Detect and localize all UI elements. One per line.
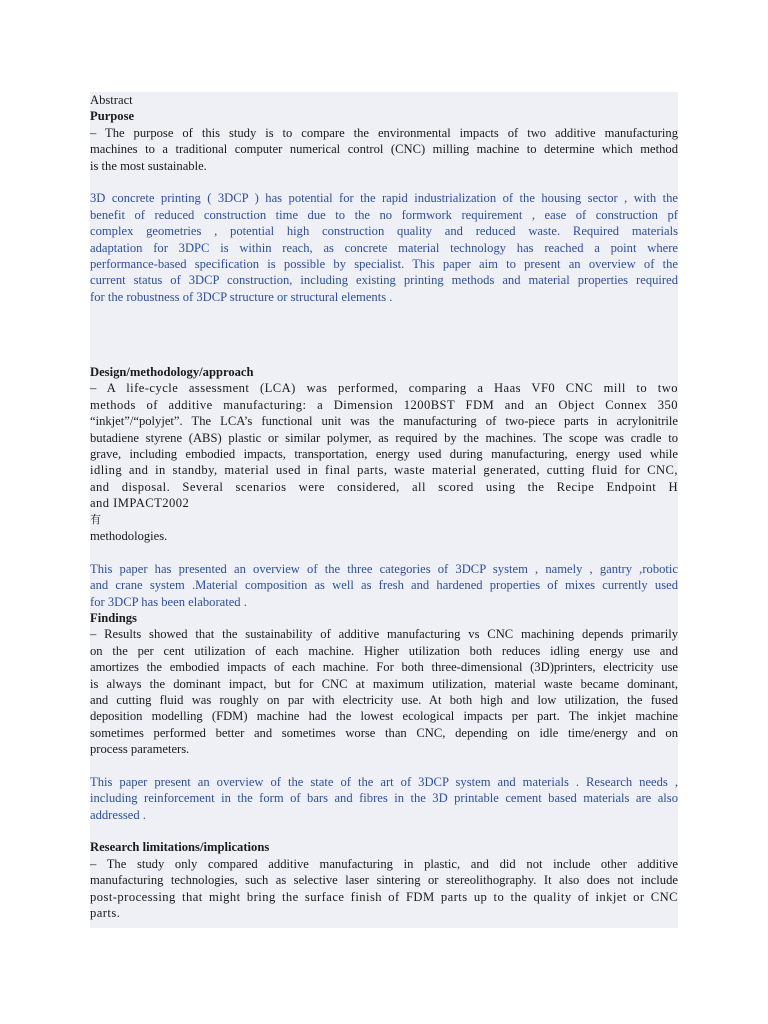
- findings-line: and cutting fluid was roughly on par with electricity use. At both high and low utilization, the fused: [90, 692, 678, 707]
- purpose-heading: Purpose: [90, 109, 135, 124]
- abstract-text: [90, 92, 678, 921]
- limitations-line: – The study only compared additive manufacturing in plastic, and did not include other additive: [90, 856, 678, 871]
- design-note-line: and crane system .Material composition as well as fresh and hardened properties of mixes currently used: [90, 578, 678, 593]
- purpose-note-line: performance-based specification is possible by specialist. This paper aim to present an overview of the: [90, 256, 678, 271]
- findings-line: process parameters.: [90, 742, 190, 757]
- findings-line: – Results showed that the sustainability of additive manufacturing vs CNC machining depends primarily: [90, 627, 678, 642]
- document-page: [90, 92, 678, 928]
- limitations-line: parts.: [90, 905, 121, 920]
- findings-line: on the per cent utilization of each machine. Higher utilization both reduces idling energy use and: [90, 643, 678, 658]
- findings-note-line: addressed .: [90, 807, 146, 822]
- design-note-line: This paper has presented an overview of the three categories of 3DCP system , namely , gantry ,robotic: [90, 561, 678, 576]
- design-heading: Design/methodology/approach: [90, 365, 254, 380]
- spacer: [90, 305, 678, 364]
- design-line: “inkjet”/“polyjet”. The LCA’s functional unit was the manufacturing of two-piece parts in acrylonitrile: [90, 414, 678, 429]
- findings-line: amortizes the embodied impacts of each machine. For both three-dimensional (3D)printers, electricity use: [90, 660, 678, 675]
- design-line: – A life-cycle assessment (LCA) was performed, comparing a Haas VF0 CNC mill to two: [90, 381, 678, 396]
- spacer: [90, 757, 678, 773]
- spacer: [90, 823, 678, 839]
- purpose-note-line: for the robustness of 3DCP structure or structural elements .: [90, 289, 393, 304]
- design-line: idling and in standby, material used in final parts, waste material generated, cutting fluid for CNC,: [90, 463, 678, 478]
- purpose-note-line: current status of 3DCP construction, including existing printing methods and material properties required: [90, 273, 678, 288]
- limitations-line: post-processing that might bring the surface finish of FDM parts up to the quality of inkjet or CNC: [90, 889, 678, 904]
- purpose-note-line: benefit of reduced construction time due to the no formwork requirement , ease of construction pf: [90, 207, 678, 222]
- design-line: methods of additive manufacturing: a Dimension 1200BST FDM and an Object Connex 350: [90, 397, 678, 412]
- design-line: 有: [90, 512, 101, 526]
- limitations-line: manufacturing technologies, such as selective laser sintering or stereolithography. It also does not include: [90, 873, 678, 888]
- findings-note-line: This paper present an overview of the state of the art of 3DCP system and materials . Research needs ,: [90, 774, 678, 789]
- design-line: and IMPACT2002: [90, 496, 190, 511]
- findings-line: is always the dominant impact, but for CNC at maximum utilization, material waste became dominant,: [90, 676, 678, 691]
- purpose-note-line: 3D concrete printing ( 3DCP ) has potential for the rapid industrialization of the housing sector , with the: [90, 191, 678, 206]
- design-line: and disposal. Several scenarios were considered, all scored using the Recipe Endpoint H: [90, 479, 678, 494]
- design-line: butadiene styrene (ABS) plastic or similar polymer, as required by the machines. The scope was cradle to: [90, 430, 678, 445]
- purpose-line: is the most sustainable.: [90, 158, 207, 173]
- spacer: [90, 544, 678, 560]
- design-note-line: for 3DCP has been elaborated .: [90, 594, 247, 609]
- purpose-line: – The purpose of this study is to compare the environmental impacts of two additive manufacturing: [90, 125, 678, 140]
- findings-line: sometimes performed better and sometimes worse than CNC, depending on idle time/energy and on: [90, 725, 678, 740]
- purpose-note-line: complex geometries , potential high construction quality and reduced waste. Required materials: [90, 224, 678, 239]
- abstract-label: Abstract: [90, 93, 133, 107]
- limitations-heading: Research limitations/implications: [90, 840, 270, 855]
- design-line: methodologies.: [90, 528, 168, 543]
- purpose-note-line: adaptation for 3DPC is within reach, as concrete material technology has reached a point where: [90, 240, 678, 255]
- findings-line: deposition modelling (FDM) machine had the lowest ecological impacts per part. The inkjet machine: [90, 709, 678, 724]
- design-line: grave, including embodied impacts, transportation, energy used during manufacturing, energy used while: [90, 447, 678, 462]
- findings-note-line: including reinforcement in the form of bars and fibres in the 3D printable cement based materials are also: [90, 791, 678, 806]
- spacer: [90, 174, 678, 190]
- purpose-line: machines to a traditional computer numerical control (CNC) milling machine to determine which method: [90, 142, 678, 157]
- findings-heading: Findings: [90, 610, 137, 625]
